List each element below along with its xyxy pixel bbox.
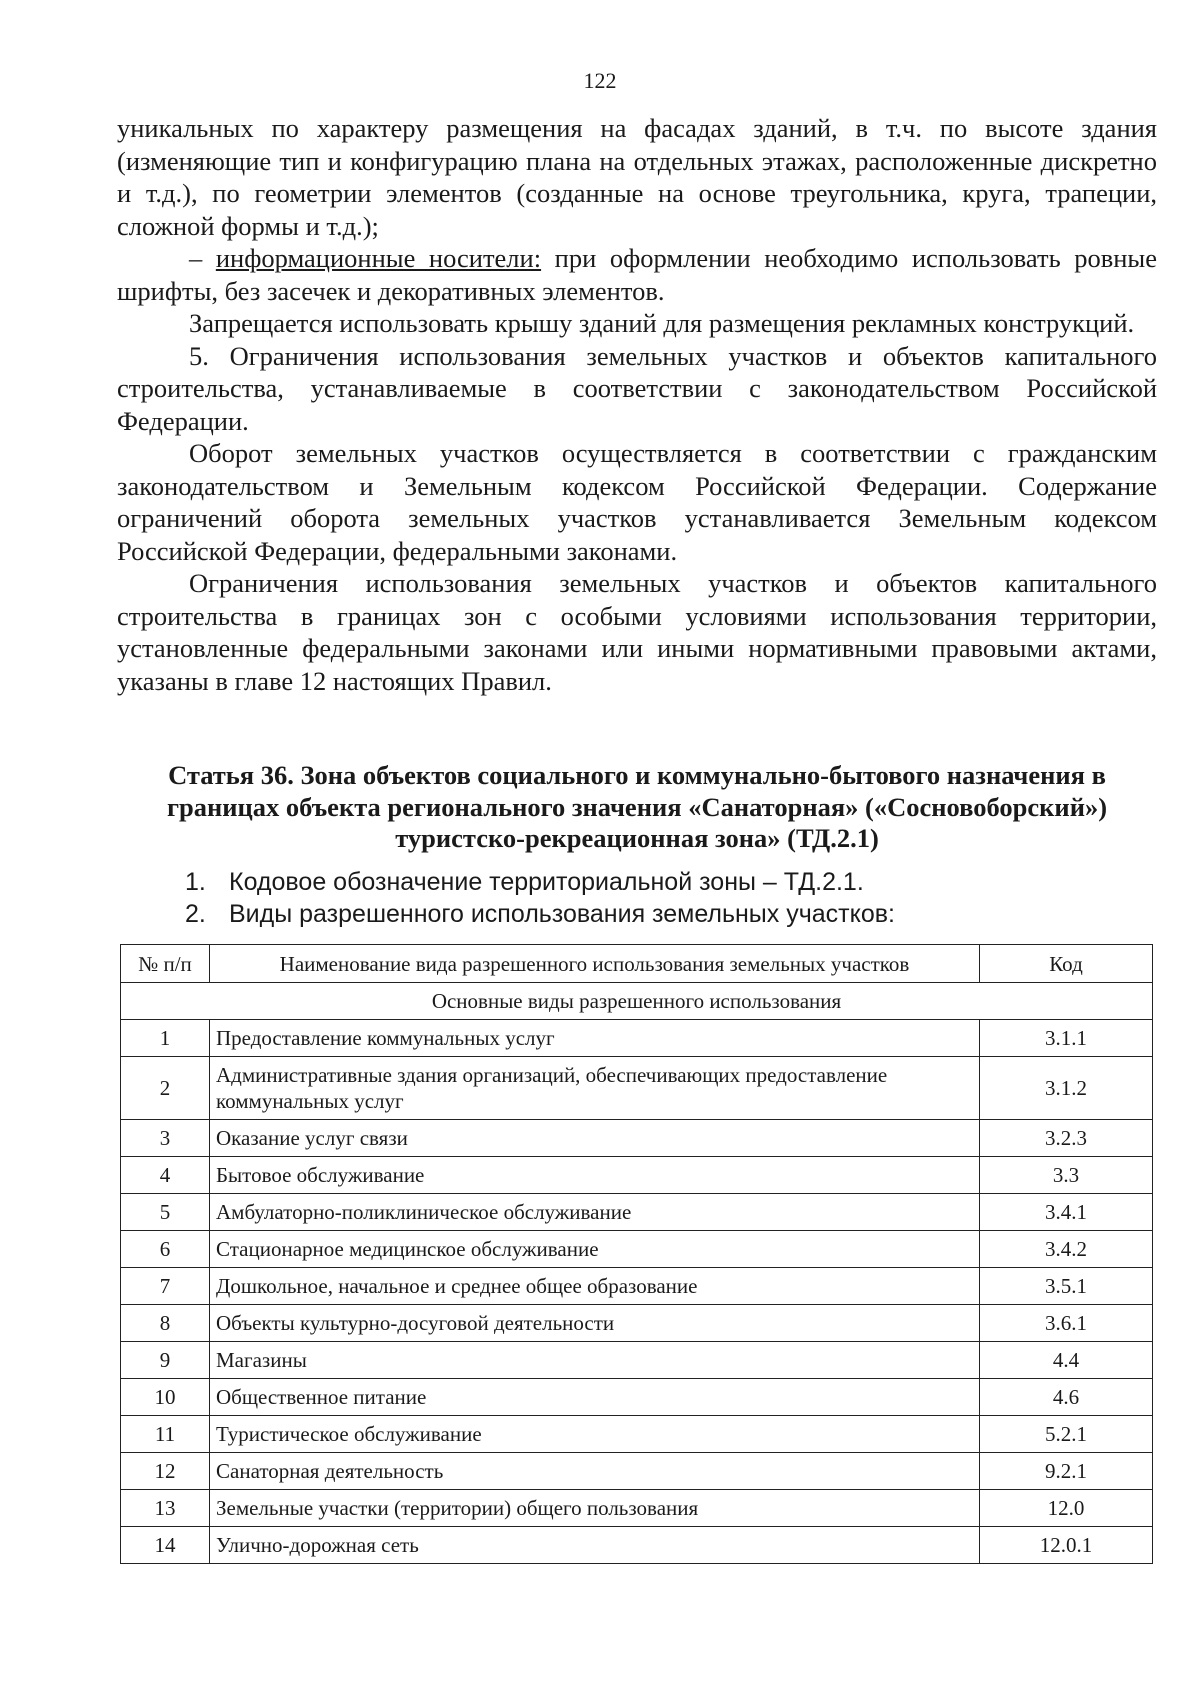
column-header-name: Наименование вида разрешенного использования земельных участков: [210, 945, 980, 983]
list-item-text: Кодовое обозначение территориальной зоны – ТД.2.1.: [229, 868, 864, 896]
section-title: Основные виды разрешенного использования: [121, 983, 1153, 1020]
use-code: 12.0: [980, 1490, 1153, 1527]
table-row: [121, 1305, 1153, 1342]
table-row: [121, 1057, 1153, 1120]
use-code: 4.6: [980, 1379, 1153, 1416]
use-code: 12.0.1: [980, 1527, 1153, 1564]
paragraph: уникальных по характеру размещения на фасадах зданий, в т.ч. по высоте здания (изменяющие тип и конфигурацию плана на отдельных этажах, расположенные дискретно и т.д.), по геометрии элементов (созданные на основе треугольника, круга, трапеции, сложной формы и т.д.);: [117, 113, 1157, 241]
row-number: 14: [121, 1527, 210, 1564]
dash: –: [189, 243, 216, 273]
row-number: 4: [121, 1157, 210, 1194]
table-row: [121, 1453, 1153, 1490]
use-code: 3.2.3: [980, 1120, 1153, 1157]
table-row: [121, 1157, 1153, 1194]
use-code: 4.4: [980, 1342, 1153, 1379]
paragraph: Ограничения использования земельных участков и объектов капитального строительства в границах зон с особыми условиями использования территории, установленные федеральными законами или иными нормативными правовыми актами, указаны в главе 12 настоящих Правил.: [117, 568, 1157, 696]
table-header-row: [121, 945, 1153, 983]
row-number: 1: [121, 1020, 210, 1057]
row-number: 11: [121, 1416, 210, 1453]
table-row: [121, 1231, 1153, 1268]
use-code: 3.1.2: [980, 1057, 1153, 1120]
table-row: [121, 1527, 1153, 1564]
row-number: 2: [121, 1057, 210, 1120]
list-item: [185, 866, 1085, 898]
row-number: 7: [121, 1268, 210, 1305]
paragraph: [117, 242, 1157, 307]
use-name: Дошкольное, начальное и среднее общее образование: [210, 1268, 980, 1305]
use-name: Бытовое обслуживание: [210, 1157, 980, 1194]
row-number: 12: [121, 1453, 210, 1490]
use-name: Общественное питание: [210, 1379, 980, 1416]
numbered-list: [185, 866, 1085, 930]
use-code: 3.5.1: [980, 1268, 1153, 1305]
use-name: Туристическое обслуживание: [210, 1416, 980, 1453]
use-code: 9.2.1: [980, 1453, 1153, 1490]
use-name: Санаторная деятельность: [210, 1453, 980, 1490]
use-name: Административные здания организаций, обеспечивающих предоставление коммунальных услуг: [210, 1057, 980, 1120]
permitted-uses-table: [120, 944, 1153, 1564]
row-number: 5: [121, 1194, 210, 1231]
use-name: Магазины: [210, 1342, 980, 1379]
use-code: 5.2.1: [980, 1416, 1153, 1453]
use-code: 3.1.1: [980, 1020, 1153, 1057]
paragraph-text: при оформлении необходимо использовать ровные шрифты, без засечек и декоративных элементов.: [117, 243, 1158, 306]
table-row: [121, 1490, 1153, 1527]
use-name: Земельные участки (территории) общего пользования: [210, 1490, 980, 1527]
underlined-term: информационные носители:: [215, 243, 542, 273]
list-item-text: Виды разрешенного использования земельных участков:: [229, 900, 895, 928]
page-number: 122: [583, 68, 617, 93]
table-row: [121, 1194, 1153, 1231]
row-number: 8: [121, 1305, 210, 1342]
table-row: [121, 1020, 1153, 1057]
use-code: 3.6.1: [980, 1305, 1153, 1342]
column-header-code: Код: [980, 945, 1153, 983]
table-row: [121, 1268, 1153, 1305]
body-text: [117, 112, 1157, 697]
use-name: Оказание услуг связи: [210, 1120, 980, 1157]
use-code: 3.3: [980, 1157, 1153, 1194]
table-row: [121, 1342, 1153, 1379]
row-number: 6: [121, 1231, 210, 1268]
row-number: 10: [121, 1379, 210, 1416]
use-name: Стационарное медицинское обслуживание: [210, 1231, 980, 1268]
use-code: 3.4.1: [980, 1194, 1153, 1231]
use-name: Объекты культурно-досуговой деятельности: [210, 1305, 980, 1342]
table-section-row: [121, 983, 1153, 1020]
table-row: [121, 1120, 1153, 1157]
use-name: Предоставление коммунальных услуг: [210, 1020, 980, 1057]
paragraph: 5. Ограничения использования земельных участков и объектов капитального строительства, устанавливаемые в соответствии с законодательством Российской Федерации.: [117, 340, 1157, 436]
list-item-number: 1.: [185, 868, 206, 896]
row-number: 3: [121, 1120, 210, 1157]
table-row: [121, 1379, 1153, 1416]
use-code: 3.4.2: [980, 1231, 1153, 1268]
row-number: 9: [121, 1342, 210, 1379]
use-name: Амбулаторно-поликлиническое обслуживание: [210, 1194, 980, 1231]
paragraph: Запрещается использовать крышу зданий для размещения рекламных конструкций.: [189, 308, 1135, 338]
list-item: [185, 898, 1085, 930]
article-heading: Статья 36. Зона объектов социального и коммунально-бытового назначения в границах объекта регионального значения «Санаторная» («Сосновоборский») туристско-рекреационная зона» (ТД.2.1): [166, 760, 1108, 853]
use-name: Улично-дорожная сеть: [210, 1527, 980, 1564]
table-row: [121, 1416, 1153, 1453]
column-header-number: № п/п: [121, 945, 210, 983]
row-number: 13: [121, 1490, 210, 1527]
list-item-number: 2.: [185, 900, 206, 928]
paragraph: Оборот земельных участков осуществляется в соответствии с гражданским законодательством и Земельным кодексом Российской Федерации. Содержание ограничений оборота земельных участков устанавливается Земельным кодексом Российской Федерации, федеральными законами.: [117, 438, 1157, 566]
